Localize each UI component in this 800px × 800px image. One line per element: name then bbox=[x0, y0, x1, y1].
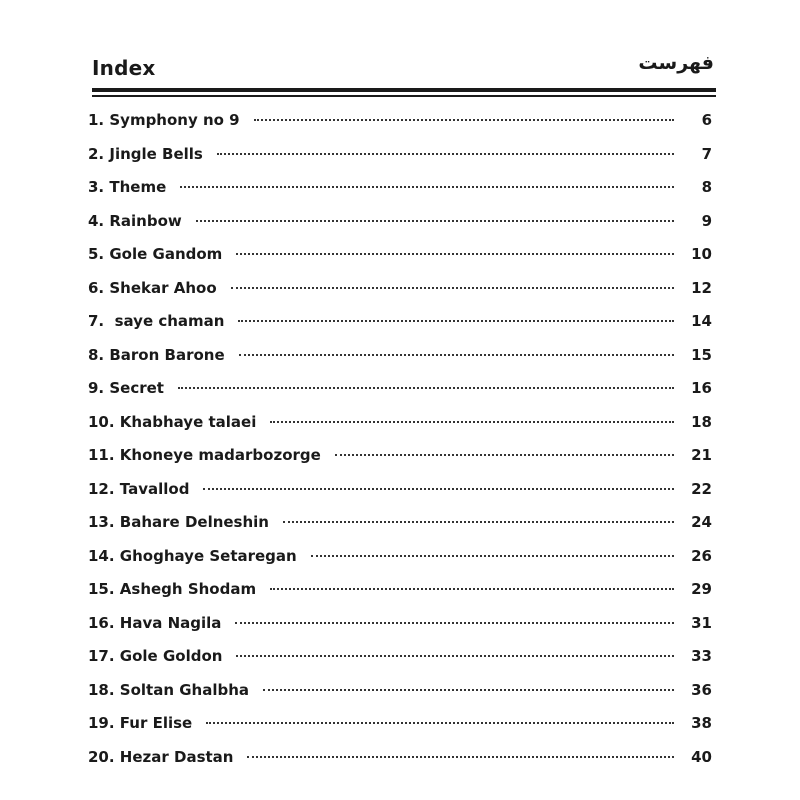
toc-entry-page: 38 bbox=[691, 714, 712, 732]
dot-leader bbox=[270, 588, 674, 590]
toc-entry-page: 33 bbox=[691, 647, 712, 665]
toc-entry-title: 2. Jingle Bells bbox=[88, 144, 203, 163]
dot-leader bbox=[217, 153, 674, 155]
toc-entry[interactable] bbox=[88, 145, 714, 179]
toc-entry-title: 15. Ashegh Shodam bbox=[88, 580, 257, 598]
toc-entry[interactable] bbox=[88, 714, 714, 748]
toc-entry-title: 4. Rainbow bbox=[88, 211, 182, 230]
dot-leader bbox=[270, 421, 674, 423]
toc-entry-title: 19. Fur Elise bbox=[88, 714, 193, 732]
toc-entry[interactable] bbox=[88, 178, 714, 212]
header-rule-thick bbox=[92, 88, 716, 92]
toc-entry-title: 17. Gole Goldon bbox=[88, 647, 223, 665]
toc-entry-page: 29 bbox=[691, 580, 712, 598]
toc-entry[interactable] bbox=[88, 279, 714, 313]
toc-entry-page: 7 bbox=[701, 144, 712, 163]
toc-entry-title: 12. Tavallod bbox=[88, 479, 190, 498]
toc-entry-page: 8 bbox=[701, 178, 712, 196]
dot-leader bbox=[247, 756, 674, 758]
toc-entry-page: 36 bbox=[691, 680, 712, 699]
toc-entry[interactable] bbox=[88, 312, 714, 346]
table-of-contents bbox=[88, 111, 714, 781]
toc-entry-page: 24 bbox=[691, 513, 712, 531]
toc-entry[interactable] bbox=[88, 446, 714, 480]
toc-entry-page: 26 bbox=[691, 546, 712, 565]
toc-entry-title: 5. Gole Gandom bbox=[88, 245, 223, 263]
dot-leader bbox=[206, 722, 674, 724]
toc-entry-page: 18 bbox=[691, 412, 712, 431]
toc-entry[interactable] bbox=[88, 647, 714, 681]
toc-entry-title: 18. Soltan Ghalbha bbox=[88, 680, 250, 699]
toc-entry-title: 16. Hava Nagila bbox=[88, 613, 222, 632]
toc-entry-title: 11. Khoneye madarbozorge bbox=[88, 446, 321, 464]
toc-entry[interactable] bbox=[88, 212, 714, 246]
toc-entry-title: 14. Ghoghaye Setaregan bbox=[88, 546, 297, 565]
toc-entry-page: 12 bbox=[691, 278, 712, 297]
toc-entry-title: 3. Theme bbox=[88, 178, 167, 196]
toc-entry-page: 21 bbox=[691, 446, 712, 464]
toc-entry-title: 10. Khabhaye talaei bbox=[88, 412, 257, 431]
header-rule-thin bbox=[92, 95, 716, 97]
toc-entry-title: 9. Secret bbox=[88, 379, 164, 397]
toc-entry[interactable] bbox=[88, 748, 714, 782]
dot-leader bbox=[239, 354, 674, 356]
page-title: Index bbox=[92, 56, 156, 80]
dot-leader bbox=[335, 454, 674, 456]
toc-entry-title: 20. Hezar Dastan bbox=[88, 747, 234, 766]
toc-entry[interactable] bbox=[88, 513, 714, 547]
toc-entry[interactable] bbox=[88, 413, 714, 447]
dot-leader bbox=[236, 253, 674, 255]
toc-entry-title: 8. Baron Barone bbox=[88, 345, 225, 364]
toc-entry-page: 31 bbox=[691, 613, 712, 632]
toc-entry-title: 1. Symphony no 9 bbox=[88, 111, 240, 129]
toc-entry[interactable] bbox=[88, 480, 714, 514]
dot-leader bbox=[235, 622, 674, 624]
dot-leader bbox=[238, 320, 674, 322]
toc-entry-title: 13. Bahare Delneshin bbox=[88, 513, 269, 531]
toc-entry[interactable] bbox=[88, 547, 714, 581]
toc-entry-title: 7. saye chaman bbox=[88, 312, 225, 330]
toc-entry[interactable] bbox=[88, 614, 714, 648]
toc-entry[interactable] bbox=[88, 379, 714, 413]
toc-entry-page: 9 bbox=[701, 211, 712, 230]
dot-leader bbox=[196, 220, 674, 222]
toc-entry[interactable] bbox=[88, 681, 714, 715]
toc-entry-page: 10 bbox=[691, 245, 712, 263]
dot-leader bbox=[283, 521, 674, 523]
toc-entry-page: 40 bbox=[691, 747, 712, 766]
toc-entry-page: 6 bbox=[701, 111, 712, 129]
dot-leader bbox=[254, 119, 674, 121]
page-title-persian: فهرست bbox=[638, 52, 714, 74]
dot-leader bbox=[311, 555, 674, 557]
toc-entry-page: 14 bbox=[691, 312, 712, 330]
dot-leader bbox=[263, 689, 674, 691]
dot-leader bbox=[178, 387, 674, 389]
toc-entry-title: 6. Shekar Ahoo bbox=[88, 278, 217, 297]
toc-entry-page: 16 bbox=[691, 379, 712, 397]
toc-entry[interactable] bbox=[88, 346, 714, 380]
dot-leader bbox=[236, 655, 674, 657]
toc-entry[interactable] bbox=[88, 111, 714, 145]
dot-leader bbox=[203, 488, 674, 490]
toc-entry-page: 15 bbox=[691, 345, 712, 364]
toc-entry[interactable] bbox=[88, 580, 714, 614]
dot-leader bbox=[180, 186, 674, 188]
toc-entry-page: 22 bbox=[691, 479, 712, 498]
dot-leader bbox=[231, 287, 674, 289]
toc-entry[interactable] bbox=[88, 245, 714, 279]
